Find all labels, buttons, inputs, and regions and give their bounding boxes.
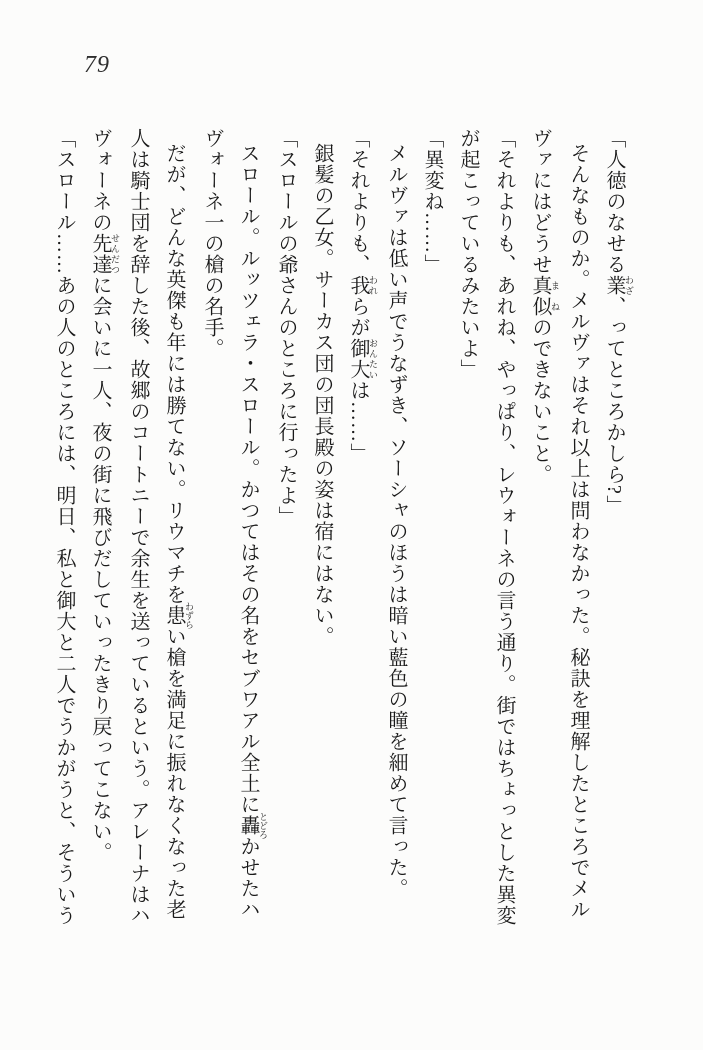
text-line: 「異変ね……」	[421, 128, 443, 275]
text-line: が起こっているみたいよ」	[457, 128, 479, 380]
text-line: 「スロール……あの人のところには、明日、私と御大と二人でうかがうと、そういう	[53, 128, 75, 926]
furigana-annotation: 真似 まね	[529, 275, 560, 317]
text-line: メルヴァは低い声でうなずき、ソーシャのほうは暗い藍色の瞳を細めて言った。	[385, 143, 407, 899]
text-line: 「それよりも、我 われらが御大 おんたいは……」	[347, 128, 378, 464]
text-line: だが、どんな英傑も年には勝てない。リウマチを患 わずらい槍を満足に振れなくなった老	[163, 143, 194, 920]
text-line: 銀髪の乙女。サーカス団の団長殿の姿は宿にはない。	[311, 143, 333, 647]
furigana-annotation: 患 わずら	[163, 602, 194, 629]
furigana-annotation: 我 われ	[347, 275, 378, 296]
furigana-annotation: 先達 せんだつ	[89, 233, 120, 275]
page-text	[53, 128, 634, 958]
text-line: ヴォーネの先達 せんだつに会いに一人、夜の街に飛びだしていったきり戻ってこない。	[89, 128, 120, 863]
page-number: 79	[84, 52, 110, 78]
text-line: 「スロールの爺さんのところに行ったよ」	[275, 128, 297, 527]
text-line: 人は騎士団を辞した後、故郷のコートニーで余生を送っているという。アレーナはハ	[127, 128, 149, 926]
text-line: スロール。ルッツェラ・スロール。かつてはその名をセブワアル全土に轟 とどろかせたハ	[237, 143, 268, 920]
furigana-annotation: 業 わざ	[603, 275, 634, 296]
furigana-annotation: 御大 おんたい	[347, 338, 378, 380]
furigana-annotation: 轟 とどろ	[237, 812, 268, 839]
text-line: ヴァにはどうせ真似 まねのできないこと。	[529, 128, 560, 485]
text-line: ヴォーネ一の槍の名手。	[201, 128, 223, 359]
text-line: そんなものか。メルヴァはそれ以上は問わなかった。秘訣を理解したところでメル	[567, 143, 589, 920]
text-line: 「人徳のなせる業 わざ、ってところかしら?」	[603, 128, 634, 516]
text-line: 「それよりも、あれね、やっぱり、レウォーネの言う通り。街ではちょっとした異変	[493, 128, 515, 926]
